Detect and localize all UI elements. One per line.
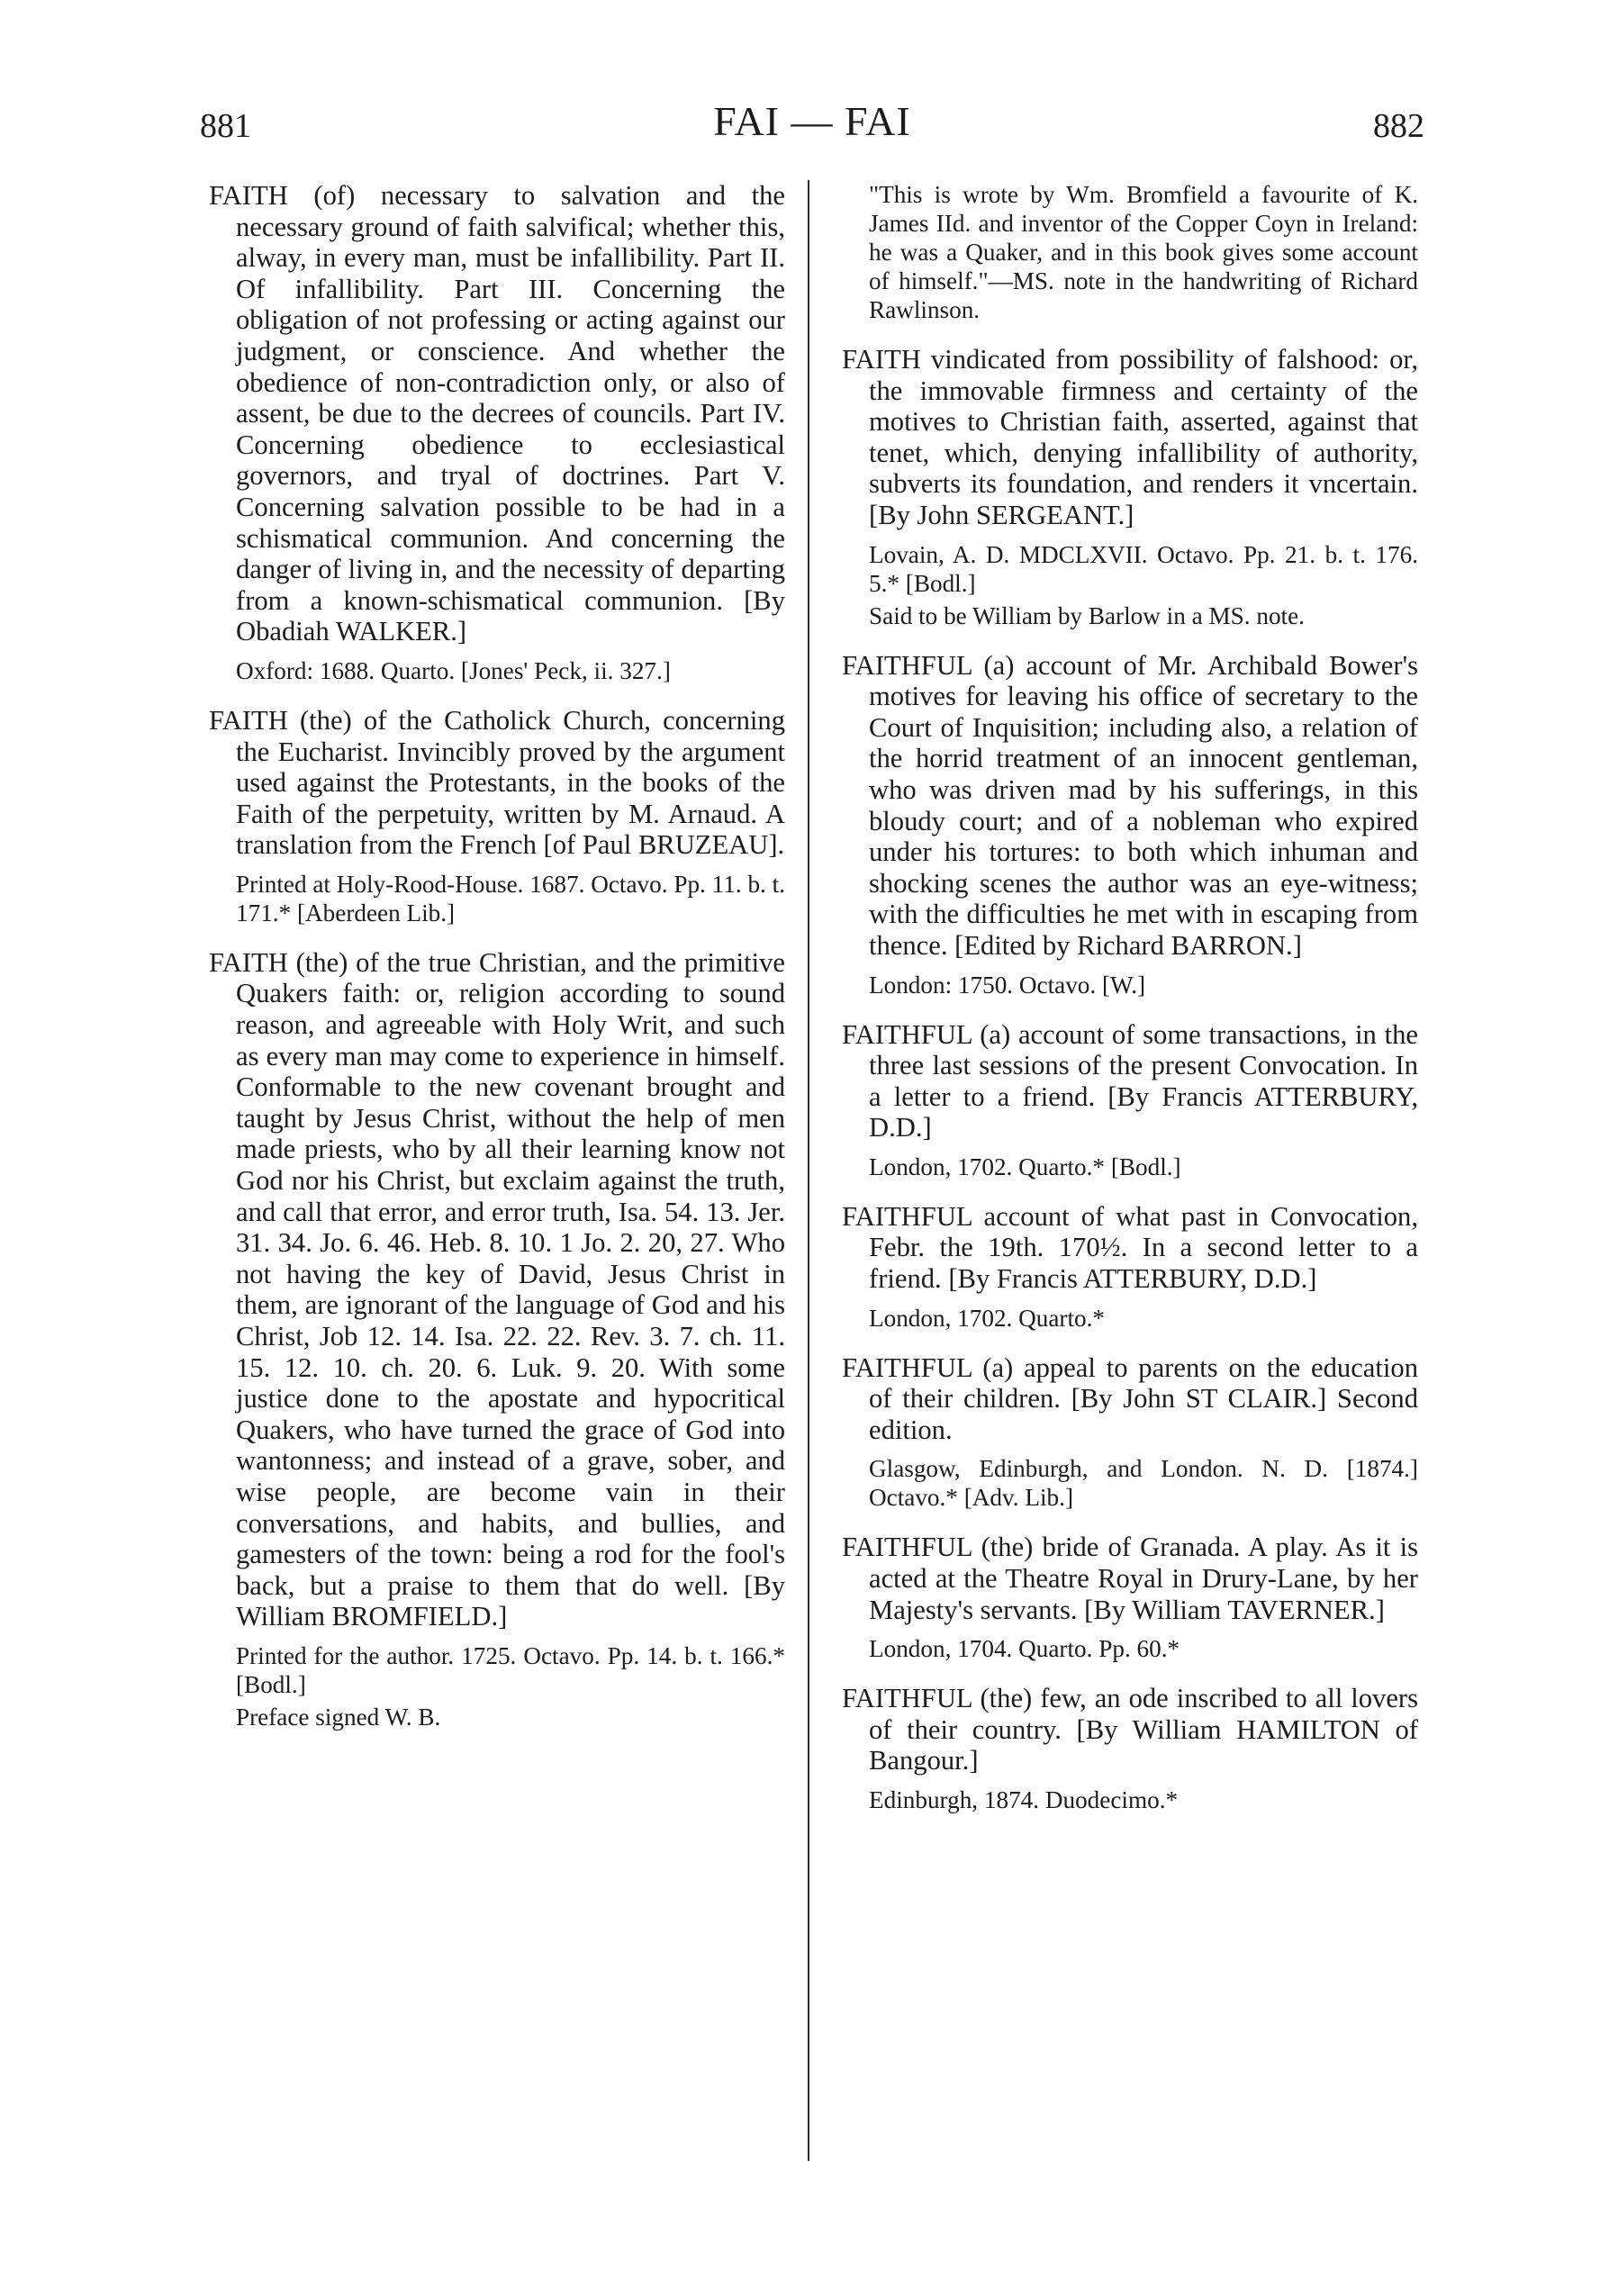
entry-text: FAITHFUL (the) few, an ode inscribed to all lovers of their country. [By William HAMILTON of Bangour.] bbox=[842, 1683, 1418, 1776]
page-header bbox=[200, 98, 1424, 169]
entry-imprint: Lovain, A. D. MDCLXVII. Octavo. Pp. 21. b. t. 176. 5.* [Bodl.] bbox=[869, 540, 1418, 597]
entry-faithful-account-transactions bbox=[842, 1019, 1418, 1181]
entry-text: FAITHFUL (the) bride of Granada. A play. As it is acted at the Theatre Royal in Drury-Lane, by her Majesty's servants. [By William TAVERNER.] bbox=[842, 1532, 1418, 1625]
continuation-quote: "This is wrote by Wm. Bromfield a favourite of K. James IId. and inventor of the Copper Coyn in Ireland: he was a Quaker, and in this book gives some account of himself."—MS. note in the handwriting of Richard Rawlinson. bbox=[869, 181, 1418, 323]
entry-text: FAITH (the) of the true Christian, and the primitive Quakers faith: or, religion according to sound reason, and agreeable with Holy Writ, and such as every man may come to experience in himself. Conformable to the new covenant brought and taught by Jesus Christ, without the help of men made priests, who by all their learning know not God nor his Christ, but exclaim against the truth, and call that error, and error truth, Isa. 54. 13. Jer. 31. 34. Jo. 6. 46. Heb. 8. 10. 1 Jo. 2. 20, 27. Who not having the key of David, Jesus Christ in them, are ignorant of the language of God and his Christ, Job 12. 14. Isa. 22. 22. Rev. 3. 7. ch. 11. 15. 12. 10. ch. 20. 6. Luk. 9. 20. With some justice done to the apostate and hypocritical Quakers, who have turned the grace of God into wantonness; and instead of a grave, sober, and wise people, are become vain in their conversations, and habits, and bullies, and gamesters of the town: being a rod for the fool's back, but a praise to them that do well. [By William BROMFIELD.] bbox=[209, 946, 785, 1632]
entry-imprint: London, 1704. Quarto. Pp. 60.* bbox=[869, 1635, 1180, 1663]
entry-imprint: London, 1702. Quarto.* bbox=[869, 1304, 1106, 1332]
entry-text: FAITH (the) of the Catholick Church, concerning the Eucharist. Invincibly proved by the argument used against the Protestants, in the books of the Faith of the perpetuity, written by M. Arnaud. A translation from the French [of Paul BRUZEAU]. bbox=[209, 704, 785, 861]
entry-note: Preface signed W. B. bbox=[236, 1703, 441, 1731]
column-divider bbox=[808, 180, 809, 2161]
entry-text: FAITH vindicated from possibility of falshood: or, the immovable firmness and certainty of the motives to Christian faith, asserted, against that tenet, which, denying infallibility of authority, subverts its foundation, and renders it vncertain. [By John SERGEANT.] bbox=[842, 344, 1418, 530]
entry-imprint: Printed for the author. 1725. Octavo. Pp. 14. b. t. 166.* [Bodl.] bbox=[236, 1641, 785, 1698]
entry-faith-true-christian bbox=[209, 947, 785, 1731]
entry-faithful-account-convocation bbox=[842, 1201, 1418, 1333]
entry-faithful-few bbox=[842, 1683, 1418, 1814]
entry-imprint: Printed at Holy-Rood-House. 1687. Octavo. Pp. 11. b. t. 171.* [Aberdeen Lib.] bbox=[236, 870, 785, 927]
entry-faith-vindicated bbox=[842, 344, 1418, 630]
entry-imprint: London: 1750. Octavo. [W.] bbox=[869, 971, 1146, 999]
entry-faith-catholick-church bbox=[209, 705, 785, 927]
right-page-number: 882 bbox=[1373, 107, 1424, 145]
left-page-number: 881 bbox=[200, 107, 251, 145]
entry-imprint: Oxford: 1688. Quarto. [Jones' Peck, ii. 327.] bbox=[236, 656, 671, 684]
entry-imprint: Edinburgh, 1874. Duodecimo.* bbox=[869, 1786, 1179, 1813]
entry-text: FAITHFUL account of what past in Convocation, Febr. the 19th. 170½. In a second letter to a friend. [By Francis ATTERBURY, D.D.] bbox=[842, 1200, 1418, 1295]
running-title: FAI — FAI bbox=[713, 98, 911, 144]
entry-imprint: London, 1702. Quarto.* [Bodl.] bbox=[869, 1153, 1181, 1180]
entry-faithful-bride bbox=[842, 1532, 1418, 1663]
entry-note: Said to be William by Barlow in a MS. note. bbox=[869, 601, 1305, 629]
entry-text: FAITHFUL (a) account of Mr. Archibald Bower's motives for leaving his office of secretary to the Court of Inquisition; including also, a relation of the horrid treatment of an innocent gentleman, who was driven mad by his sufferings, in this bloudy court; and of a nobleman who expired under his tortures: to both which inhuman and shocking scenes the author was an eye-witness; with the difficulties he met with in escaping from thence. [Edited by Richard BARRON.] bbox=[842, 649, 1418, 961]
entry-faithful-account-bower bbox=[842, 650, 1418, 999]
entry-faithful-appeal bbox=[842, 1352, 1418, 1513]
right-column bbox=[842, 180, 1418, 1834]
entry-text: FAITH (of) necessary to salvation and the necessary ground of faith salvifical; whether this, alway, in every man, must be infallibility. Part II. Of infallibility. Part III. Concerning the obligation of not professing or acting against our judgment, or conscience. And whether the obedience of non-contradiction only, or also of assent, be due to the decrees of councils. Part IV. Concerning obedience to ecclesiastical governors, and tryal of doctrines. Part V. Concerning salvation possible to be had in a schismatical communion. And concerning the danger of living in, and the necessity of departing from a known-schismatical communion. [By Obadiah WALKER.] bbox=[209, 180, 785, 647]
entry-faith-of-necessary bbox=[209, 180, 785, 685]
left-column bbox=[209, 180, 785, 1751]
entry-imprint: Glasgow, Edinburgh, and London. N. D. [1874.] Octavo.* [Adv. Lib.] bbox=[869, 1455, 1418, 1512]
entry-text: FAITHFUL (a) account of some transactions, in the three last sessions of the present Convocation. In a letter to a friend. [By Francis ATTERBURY, D.D.] bbox=[842, 1018, 1418, 1143]
entry-text: FAITHFUL (a) appeal to parents on the education of their children. [By John ST CLAIR.] Second edition. bbox=[842, 1351, 1418, 1445]
